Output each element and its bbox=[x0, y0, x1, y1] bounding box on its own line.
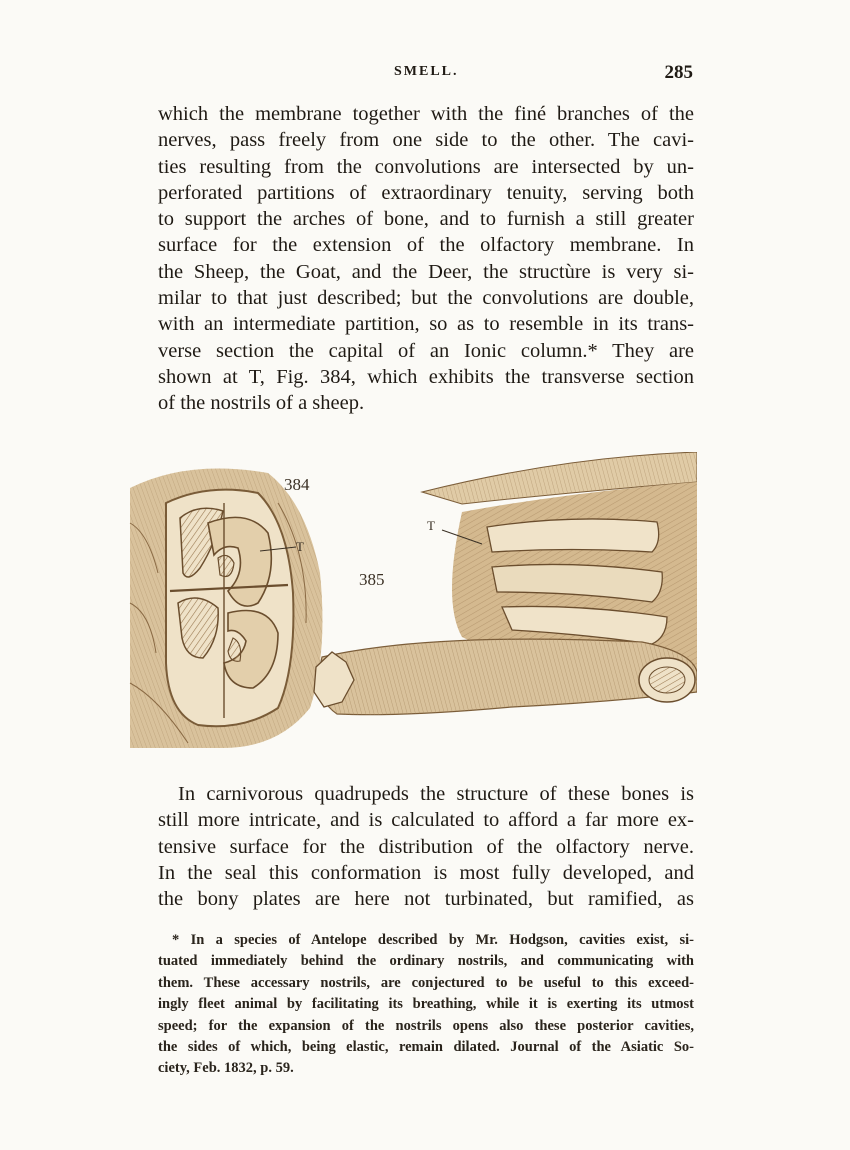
figure-385-number: 385 bbox=[359, 570, 385, 589]
text-line: still more intricate, and is calculated to afford a far more ex- bbox=[158, 809, 694, 832]
text-line: milar to that just described; but the convolutions are double, bbox=[158, 287, 694, 310]
text-line: the bony plates are here not turbinated, but ramified, as bbox=[158, 888, 694, 911]
footnote-line: * In a species of Antelope described by Mr. Hodgson, cavities exist, si- bbox=[172, 932, 694, 948]
footnote-line: speed; for the expansion of the nostrils opens also these posterior cavities, bbox=[158, 1017, 694, 1034]
footnote-line: the sides of which, being elastic, remain dilated. Journal of the Asiatic So- bbox=[158, 1039, 694, 1056]
text-line: shown at T, Fig. 384, which exhibits the transverse section bbox=[158, 365, 694, 388]
footnote bbox=[158, 930, 694, 1080]
footnote-line: ingly fleet animal by facilitating its breathing, while it is exerting its utmost bbox=[158, 996, 694, 1013]
running-title: SMELL. bbox=[394, 64, 459, 79]
text-line: with an intermediate partition, so as to resemble in its trans- bbox=[158, 313, 694, 336]
figure-384-letter-t: T bbox=[296, 539, 304, 554]
figure-385-letter-t: T bbox=[427, 518, 435, 533]
figure-384-engraving bbox=[128, 463, 328, 748]
text-line: which the membrane together with the finé branches of the bbox=[158, 103, 694, 125]
text-line: perforated partitions of extraordinary tenuity, serving both bbox=[158, 181, 694, 204]
text-line: the Sheep, the Goat, and the Deer, the structùre is very si- bbox=[158, 260, 694, 283]
text-line: surface for the extension of the olfactory membrane. In bbox=[158, 234, 694, 257]
text-line: of the nostrils of a sheep. bbox=[158, 392, 365, 415]
text-line: In carnivorous quadrupeds the structure of these bones is bbox=[178, 783, 694, 805]
paragraph-1 bbox=[158, 101, 694, 417]
footnote-line: tuated immediately behind the ordinary nostrils, and communicating with bbox=[158, 953, 694, 970]
text-line: In the seal this conformation is most fully developed, and bbox=[158, 861, 694, 884]
paragraph-2 bbox=[158, 781, 694, 912]
figure-384-number: 384 bbox=[284, 475, 310, 494]
text-line: nerves, pass freely from one side to the other. The cavi- bbox=[158, 129, 694, 152]
footnote-line: ciety, Feb. 1832, p. 59. bbox=[158, 1060, 294, 1077]
text-line: tensive surface for the distribution of the olfactory nerve. bbox=[158, 835, 694, 858]
page-number: 285 bbox=[664, 62, 693, 83]
running-head bbox=[158, 62, 693, 86]
text-line: ties resulting from the convolutions are intersected by un- bbox=[158, 155, 694, 178]
figure-384-nostril-section bbox=[128, 463, 328, 748]
figure-385-turbinal-bones bbox=[312, 452, 697, 747]
text-line: to support the arches of bone, and to furnish a still greater bbox=[158, 208, 694, 231]
footnote-line: them. These accessary nostrils, are conjectured to be useful to this exceed- bbox=[158, 974, 694, 991]
text-line: verse section the capital of an Ionic column.* They are bbox=[158, 339, 694, 362]
figure-385-engraving bbox=[312, 452, 697, 747]
